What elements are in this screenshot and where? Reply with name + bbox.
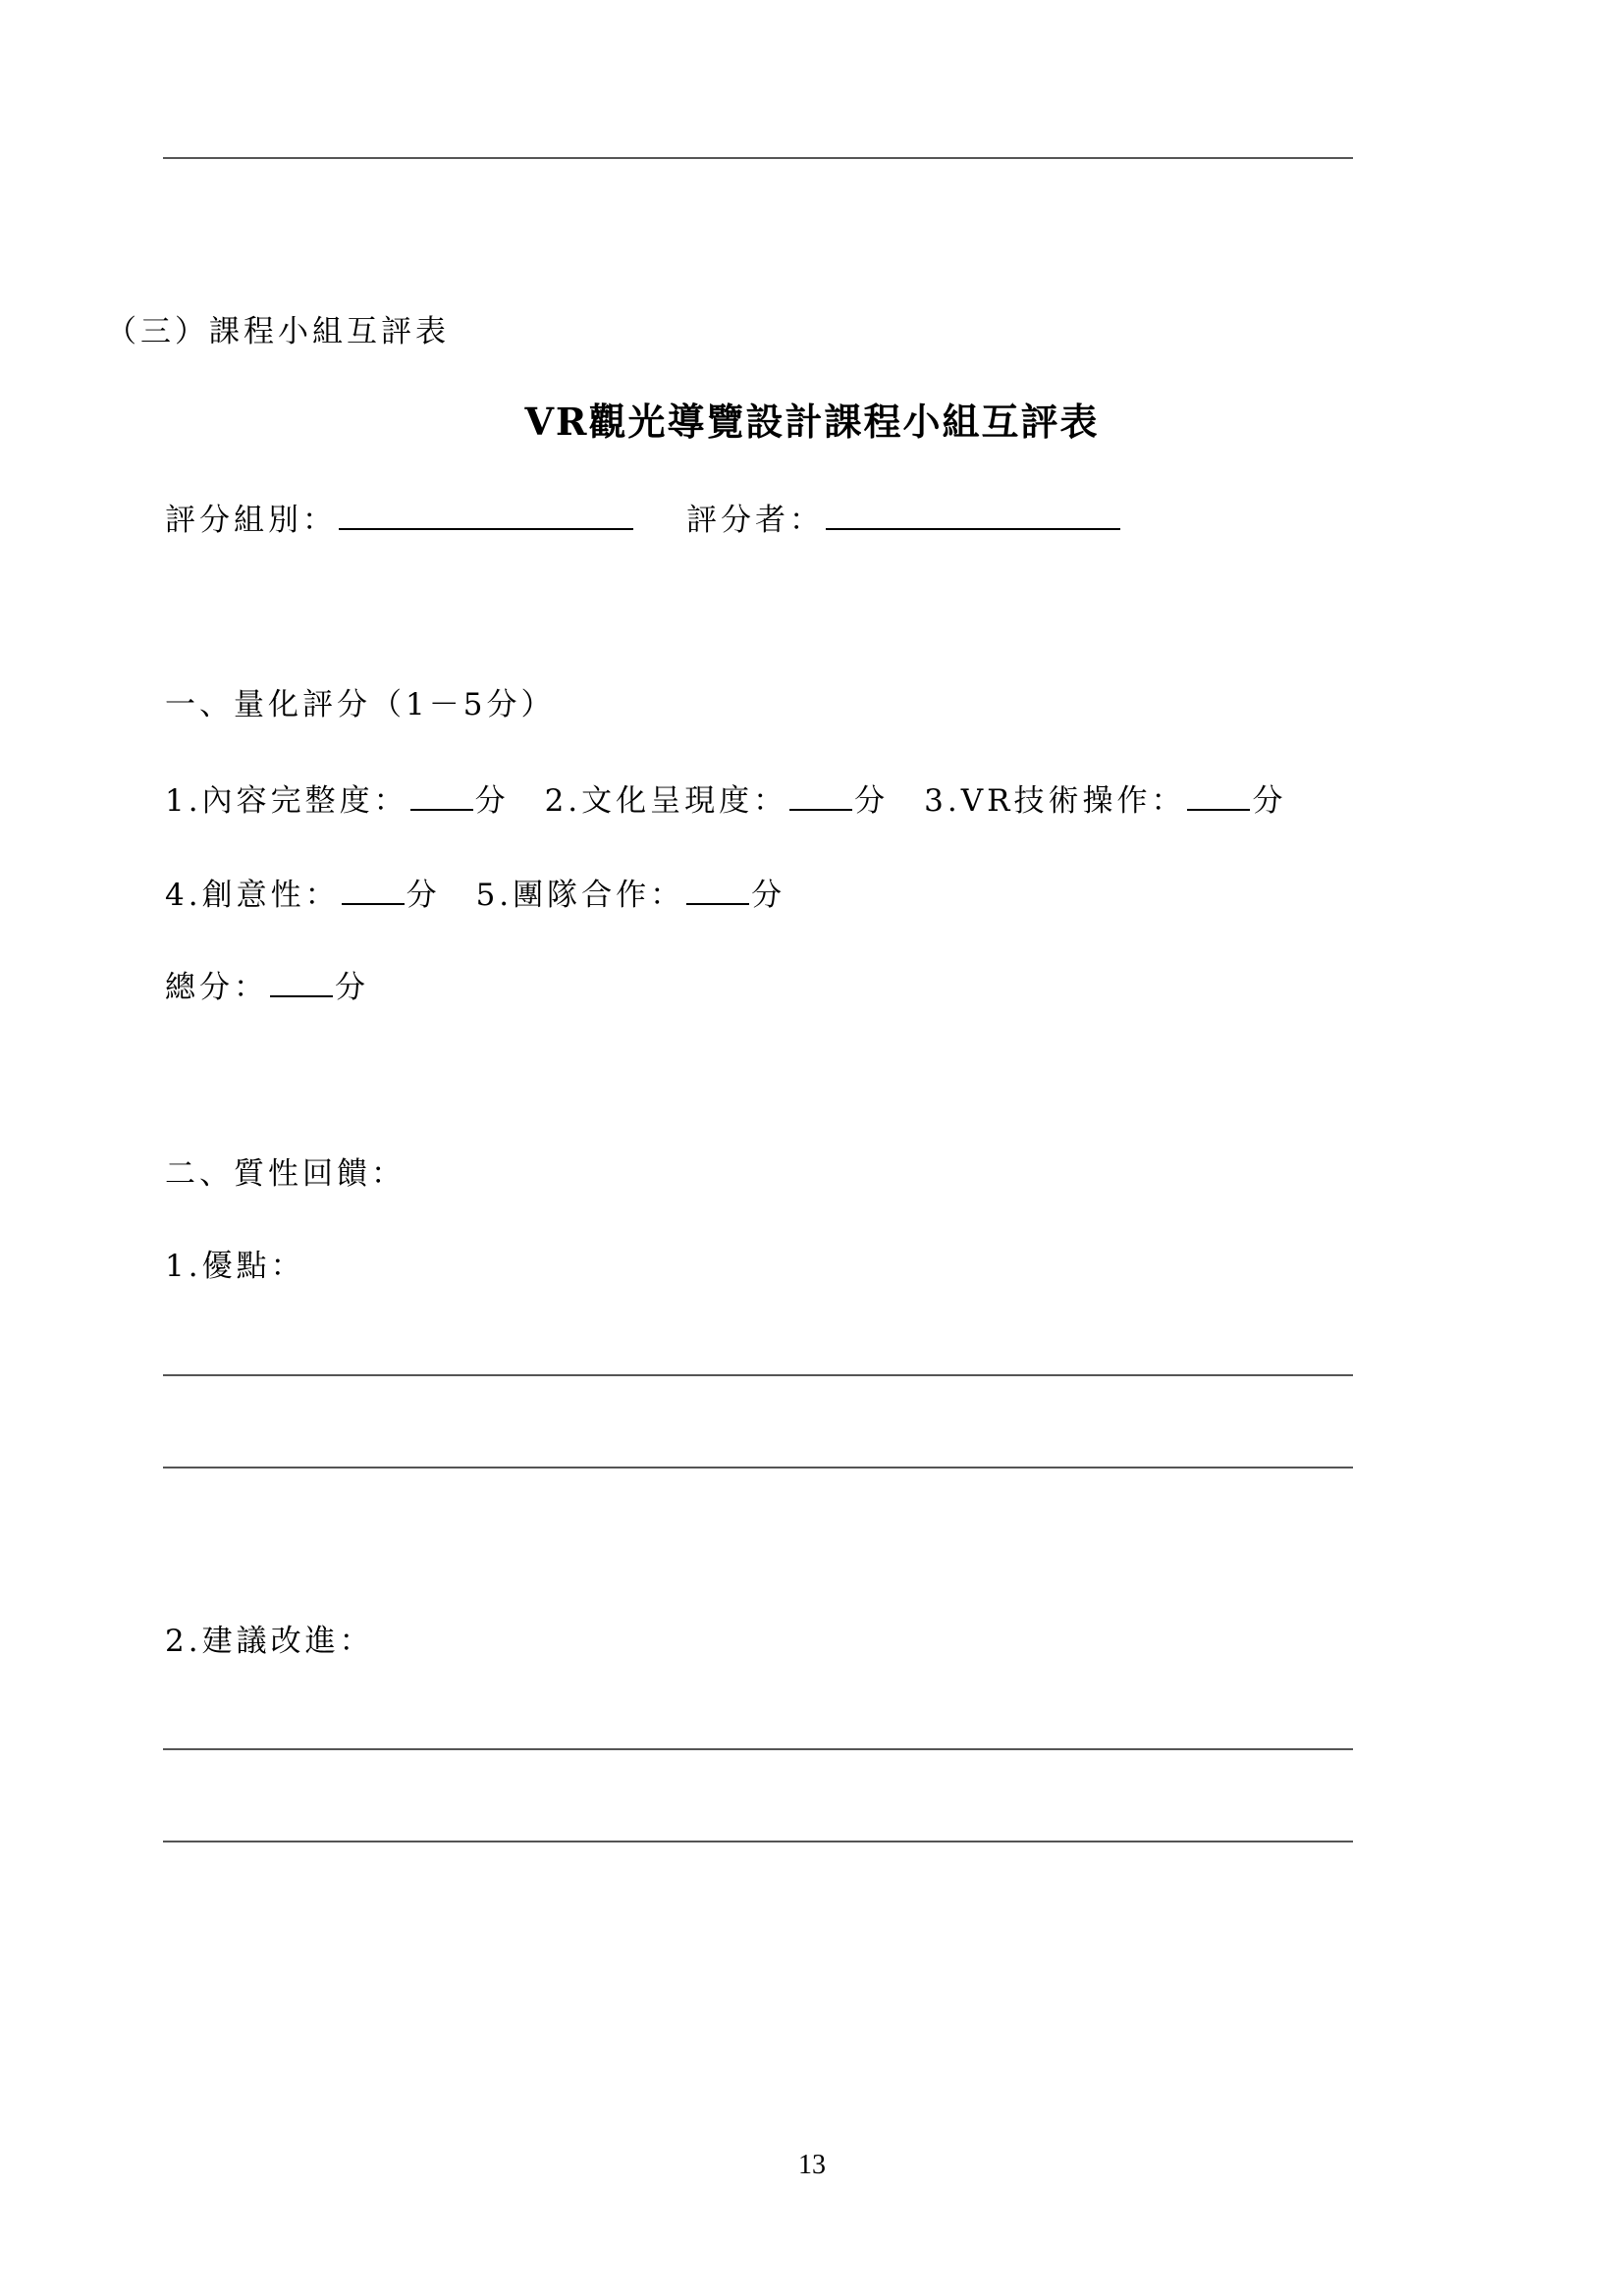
score-row-1 [165, 779, 1286, 821]
header-fields-row [165, 499, 1122, 540]
strengths-label: 1.優點： [165, 1249, 305, 1284]
score-blank-vr[interactable] [1187, 779, 1250, 811]
score-unit: 分 [335, 970, 369, 1005]
group-blank[interactable] [339, 499, 633, 530]
total-blank[interactable] [270, 966, 333, 997]
section-heading: （三）課程小組互評表 [106, 314, 450, 349]
score-unit: 分 [751, 878, 786, 913]
strengths-line-2[interactable] [163, 1467, 1353, 1468]
form-title: VR觀光導覽設計課程小組互評表 [524, 400, 1100, 444]
score-label-content: 1.內容完整度： [165, 783, 408, 819]
qualitative-heading: 二、質性回饋： [165, 1156, 406, 1192]
score-blank-teamwork[interactable] [686, 874, 749, 905]
score-label-teamwork: 5.團隊合作： [475, 878, 685, 913]
score-blank-content[interactable] [410, 779, 473, 811]
score-label-vr: 3.VR技術操作： [924, 783, 1186, 819]
score-row-2 [165, 874, 785, 915]
quantitative-heading: 一、量化評分（1－5分） [165, 687, 556, 722]
score-unit: 分 [474, 783, 510, 819]
score-unit: 分 [1252, 783, 1287, 819]
improvement-label: 2.建議改進： [165, 1624, 374, 1659]
group-label: 評分組別： [165, 503, 337, 538]
score-unit: 分 [406, 878, 441, 913]
strengths-line-1[interactable] [163, 1374, 1353, 1376]
improvement-line-1[interactable] [163, 1748, 1353, 1750]
top-rule [163, 157, 1353, 159]
total-label: 總分： [165, 970, 268, 1005]
page-number: 13 [798, 2150, 826, 2180]
improvement-line-2[interactable] [163, 1841, 1353, 1842]
score-unit: 分 [854, 783, 890, 819]
rater-label: 評分者： [686, 503, 824, 538]
score-blank-culture[interactable] [789, 779, 852, 811]
rater-blank[interactable] [826, 499, 1120, 530]
score-blank-creativity[interactable] [342, 874, 405, 905]
score-label-creativity: 4.創意性： [165, 878, 340, 913]
score-label-culture: 2.文化呈現度： [544, 783, 788, 819]
total-row [165, 966, 369, 1007]
